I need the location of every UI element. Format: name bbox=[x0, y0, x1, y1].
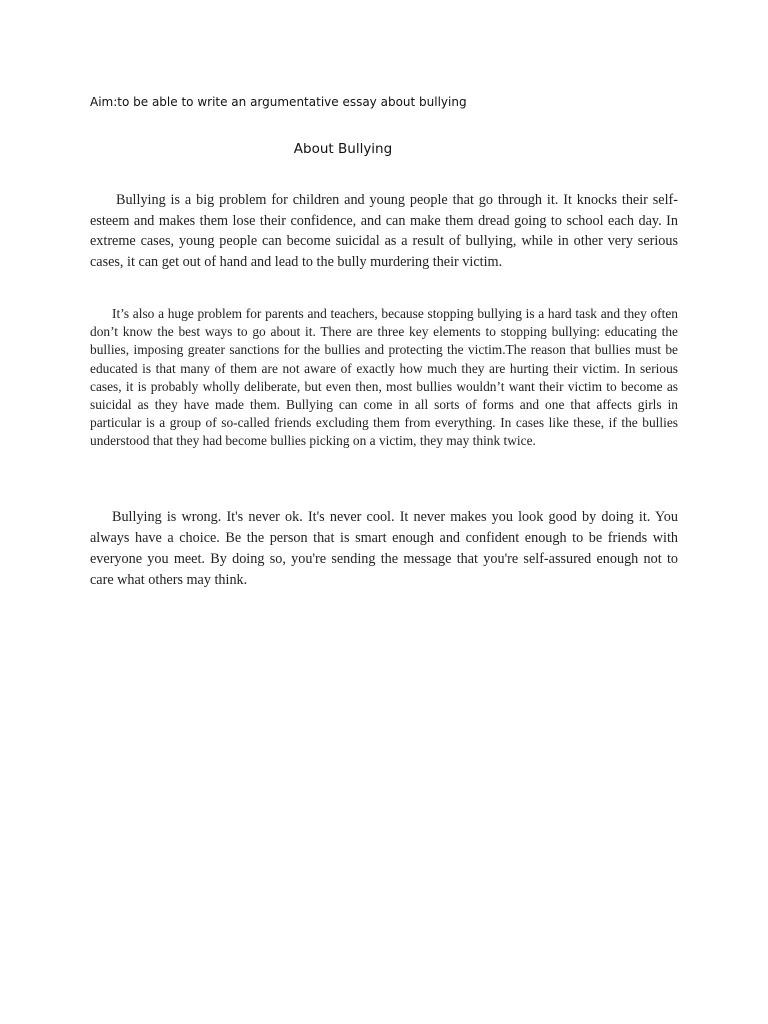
page-title: About Bullying bbox=[293, 141, 393, 157]
paragraph-2: It’s also a huge problem for parents and teachers, because stopping bullying is a hard task and they often don’t know the best ways to go about it. There are three key elements to stopping bullying: educating the bullies, imposing greater sanctions for the bullies and protecting the victim.The reason that bullies must be educated is that many of them are not aware of exactly how much they are hurting their victim. In serious cases, it is probably wholly deliberate, but even then, most bullies wouldn’t want their victim to become as suicidal as they have made them. Bullying can come in all sorts of forms and one that affects girls in particular is a group of so-called friends excluding them from everything. In cases like these, if the bullies understood that they had become bullies picking on a victim, they may think twice. bbox=[90, 306, 678, 449]
paragraph-1: Bullying is a big problem for children and young people that go through it. It knocks their self-esteem and makes them lose their confidence, and can make them dread going to school each day. In extreme cases, young people can become suicidal as a result of bullying, while in other very serious cases, it can get out of hand and lead to the bully murdering their victim. bbox=[90, 192, 678, 270]
aim-line: Aim:to be able to write an argumentative essay about bullying bbox=[90, 95, 467, 109]
paragraph-3: Bullying is wrong. It's never ok. It's never cool. It never makes you look good by doing it. You always have a choice. Be the person that is smart enough and confident enough to be friends with everyone you meet. By doing so, you're sending the message that you're self-assured enough not to care what others may think. bbox=[90, 509, 678, 588]
